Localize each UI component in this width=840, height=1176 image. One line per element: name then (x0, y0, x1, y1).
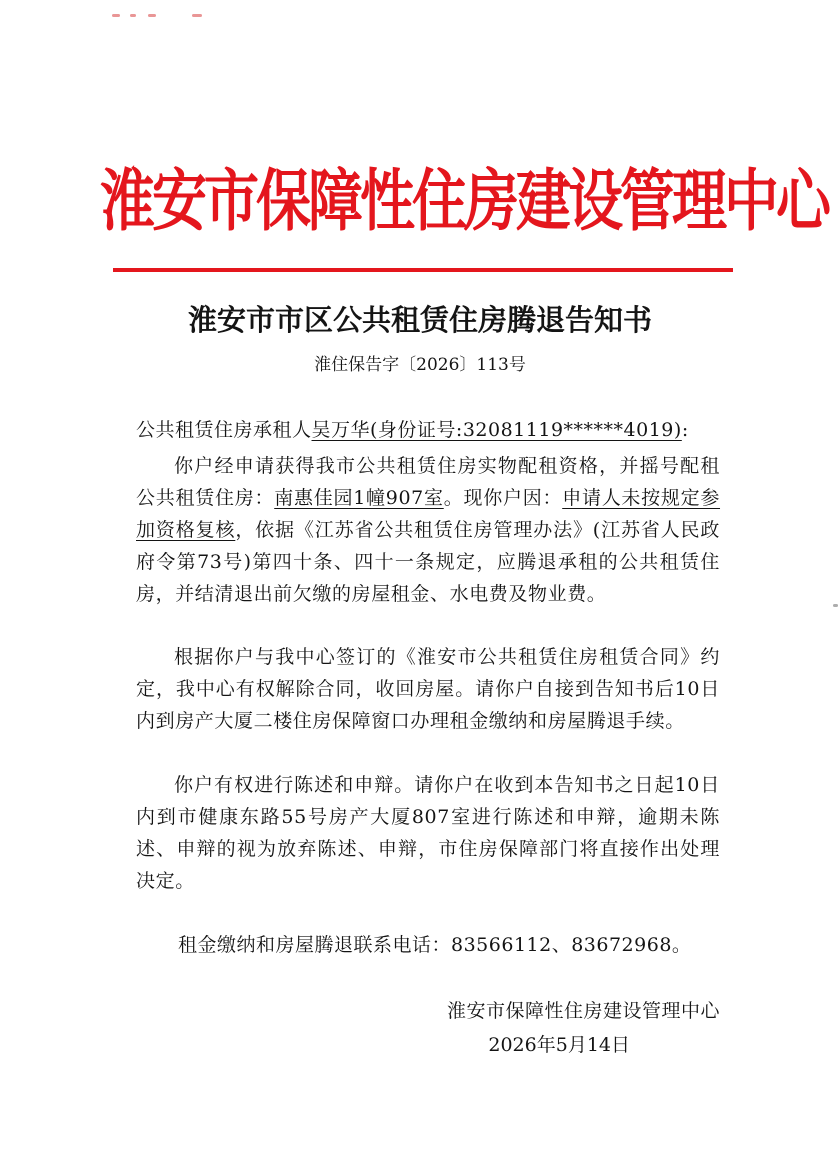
paragraph-text: 你户经申请获得我市公共租赁住房实物配租资格，并摇号配租公共租赁住房： (136, 455, 720, 509)
document-title: 淮安市市区公共租赁住房腾退告知书 (187, 303, 652, 337)
scan-artifact (112, 14, 222, 20)
housing-address: 南惠佳园1幢907室 (274, 487, 444, 509)
paragraph-appeal: 你户有权进行陈述和申辩。请你户在收到本告知书之日起10日内到市健康东路55号房产大厦807室进行陈述和申辩，逾期未陈述、申辩的视为放弃陈述、申辩，市住房保障部门将直接作出处理决定。 (136, 774, 720, 892)
document-number: 淮住保告字〔2026〕113号 (314, 355, 526, 375)
recipient-line (136, 414, 720, 446)
paragraph-text: ，依据《江苏省公共租赁住房管理办法》(江苏省人民政府令第73号)第四十条、四十一条规定，应腾退承租的公共租赁住房，并结清退出前欠缴的房屋租金、水电费及物业费。 (136, 519, 720, 605)
recipient-suffix: : (681, 419, 689, 441)
recipient-prefix: 公共租赁住房承租人 (136, 419, 312, 441)
organization-letterhead: 淮安市保障性住房建设管理中心 (100, 161, 829, 240)
signature-organization: 淮安市保障性住房建设管理中心 (446, 1000, 720, 1022)
paragraph-text: 。现你户因： (443, 487, 563, 509)
letterhead-divider (113, 268, 733, 272)
paragraph-contract: 根据你户与我中心签订的《淮安市公共租赁住房租赁合同》约定，我中心有权解除合同，收回房屋。请你户自接到告知书后10日内到房产大厦二楼住房保障窗口办理租金缴纳和房屋腾退手续。 (136, 646, 720, 732)
recipient-name-id: 吴万华(身份证号:32081119******4019) (311, 419, 682, 441)
termination-reason: 申请人未按规定参加资格复核 (136, 487, 721, 541)
signature-date: 2026年5月14日 (488, 1034, 630, 1056)
scan-artifact-edge (833, 604, 838, 607)
contact-phone-line: 租金缴纳和房屋腾退联系电话：83566112、83672968。 (178, 934, 692, 956)
paragraph-eligibility (136, 450, 720, 610)
